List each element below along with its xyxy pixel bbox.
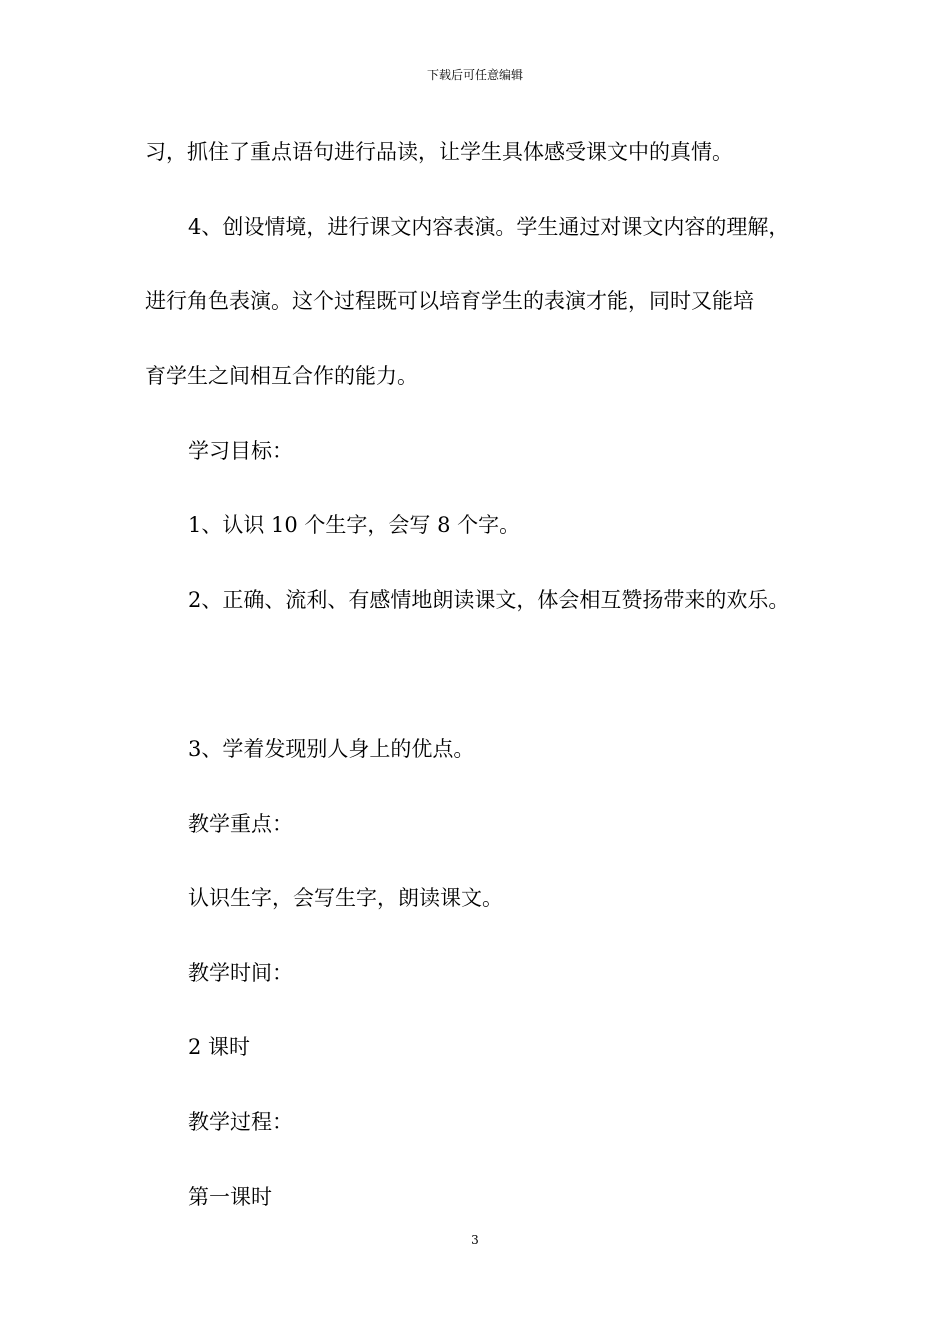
paragraph-line: 进行角色表演。这个过程既可以培育学生的表演才能，同时又能培 [145,289,754,313]
paragraph-line: 2 课时 [188,1035,251,1059]
page-number: 3 [471,1233,479,1247]
section-heading: 教学重点： [188,812,293,836]
page-header: 下载后可任意编辑 [426,68,523,82]
paragraph-line: 育学生之间相互合作的能力。 [145,364,418,388]
paragraph-line: 4、创设情境，进行课文内容表演。学生通过对课文内容的理解， [188,215,790,239]
section-heading: 教学时间： [188,961,293,985]
section-heading: 第一课时 [188,1185,272,1209]
list-item: 2、正确、流利、有感情地朗读课文，体会相互赞扬带来的欢乐。 [188,588,790,612]
section-heading: 学习目标： [188,439,293,463]
list-item: 3、学着发现别人身上的优点。 [188,737,475,761]
paragraph-line: 认识生字，会写生字，朗读课文。 [188,886,503,910]
section-heading: 教学过程： [188,1110,293,1134]
paragraph-line: 习，抓住了重点语句进行品读，让学生具体感受课文中的真情。 [145,140,733,164]
list-item: 1、认识 10 个生字，会写 8 个字。 [188,513,521,537]
